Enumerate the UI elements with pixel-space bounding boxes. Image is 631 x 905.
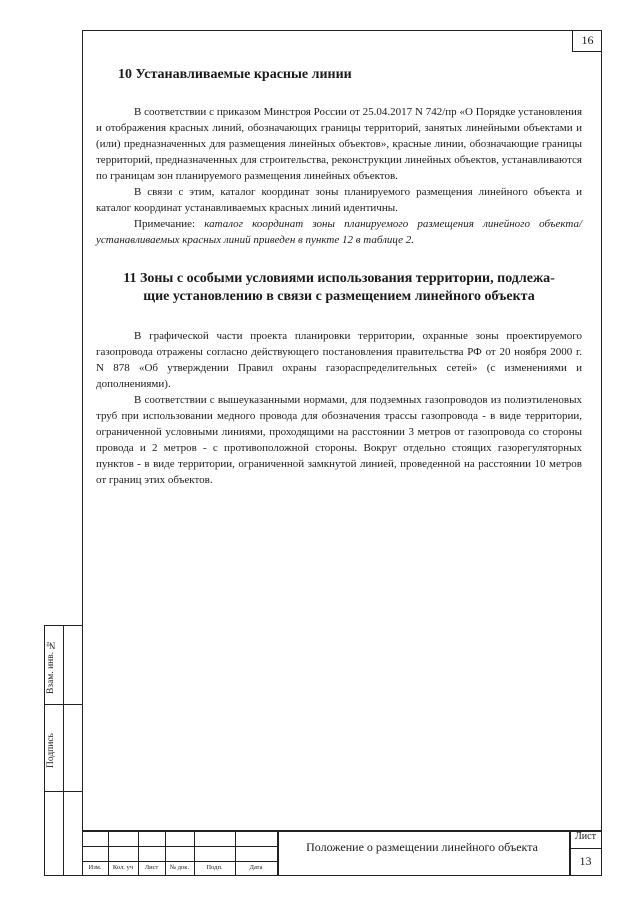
side-stamp	[44, 625, 82, 876]
title-block	[82, 830, 602, 876]
section-11-heading-line-1: 11 Зоны с особыми условиями использования территории, подлежа-	[123, 271, 555, 286]
section-10-note	[96, 216, 582, 248]
section-10-heading: 10 Устанавливаемые красные линии	[118, 67, 352, 82]
section-10-paragraph-2: В связи с этим, каталог координат зоны планируемого размещения линейного объекта и каталог координат устанавливаемых красных линий идентичны.	[96, 186, 582, 214]
note-text: каталог координат зоны планируемого размещения линейного объекта/ устанавливаемых красных линий приведен в пункте 12 в таблице 2.	[96, 218, 583, 246]
col-label-sign: Подп.	[206, 864, 223, 871]
document-title: Положение о размещении линейного объекта	[306, 840, 538, 854]
section-11-heading	[96, 270, 582, 306]
section-11-paragraph-2: В соответствии с вышеуказанными нормами, для подземных газопроводов из полиэтиленовых труб при использовании медного провода для обозначения трассы газопровода - в виде территории, ограниченной условными линиями, проходящими на расстоянии 3 метров от газопровода со стороны провода и 2 метров - с противоположной стороны. Вокруг отдельно стоящих газорегуляторных пунктов - в виде территории, ограниченной замкнутой линией, проведенной на расстоянии 10 метров от границ этих объектов.	[96, 394, 582, 486]
note-label: Примечание:	[134, 218, 205, 230]
col-label-date: Дата	[249, 864, 263, 871]
section-11-heading-line-2: щие установлению в связи с размещением линейного объекта	[143, 289, 535, 304]
col-label-sheet: Лист	[144, 864, 159, 871]
section-11-paragraph-1: В графической части проекта планировки территории, охранные зоны проектируемого газопровода отражены согласно действующего постановления правительства РФ от 20 ноября 2000 г. N 878 «Об утверждении Правил охраны газораспределительных сетей» (с изменениями и дополнениями).	[96, 330, 582, 390]
document-body	[96, 66, 582, 488]
sheet-number: 13	[579, 854, 592, 868]
side-label-signature: Подпись	[46, 733, 56, 769]
section-10-paragraph-1: В соответствии с приказом Минстроя России от 25.04.2017 N 742/пр «О Порядке установления и отображения красных линий, обозначающих границы территорий, занятых линейными объектами и (или) предназначенных для размещения линейных объектов», красные линии, обозначающие границы территорий, предназначенных для строительства, реконструкции линейных объектов, устанавливаются по границам зон планируемого размещения линейных объектов.	[96, 106, 582, 182]
page-number: 16	[572, 30, 602, 52]
col-label-change: Изм.	[88, 864, 102, 871]
col-label-doc: № док.	[169, 864, 190, 871]
col-label-count: Кол. уч	[112, 864, 134, 871]
sheet-label: Лист	[575, 831, 596, 842]
side-label-inventory: Взам. инв. №	[46, 639, 56, 695]
